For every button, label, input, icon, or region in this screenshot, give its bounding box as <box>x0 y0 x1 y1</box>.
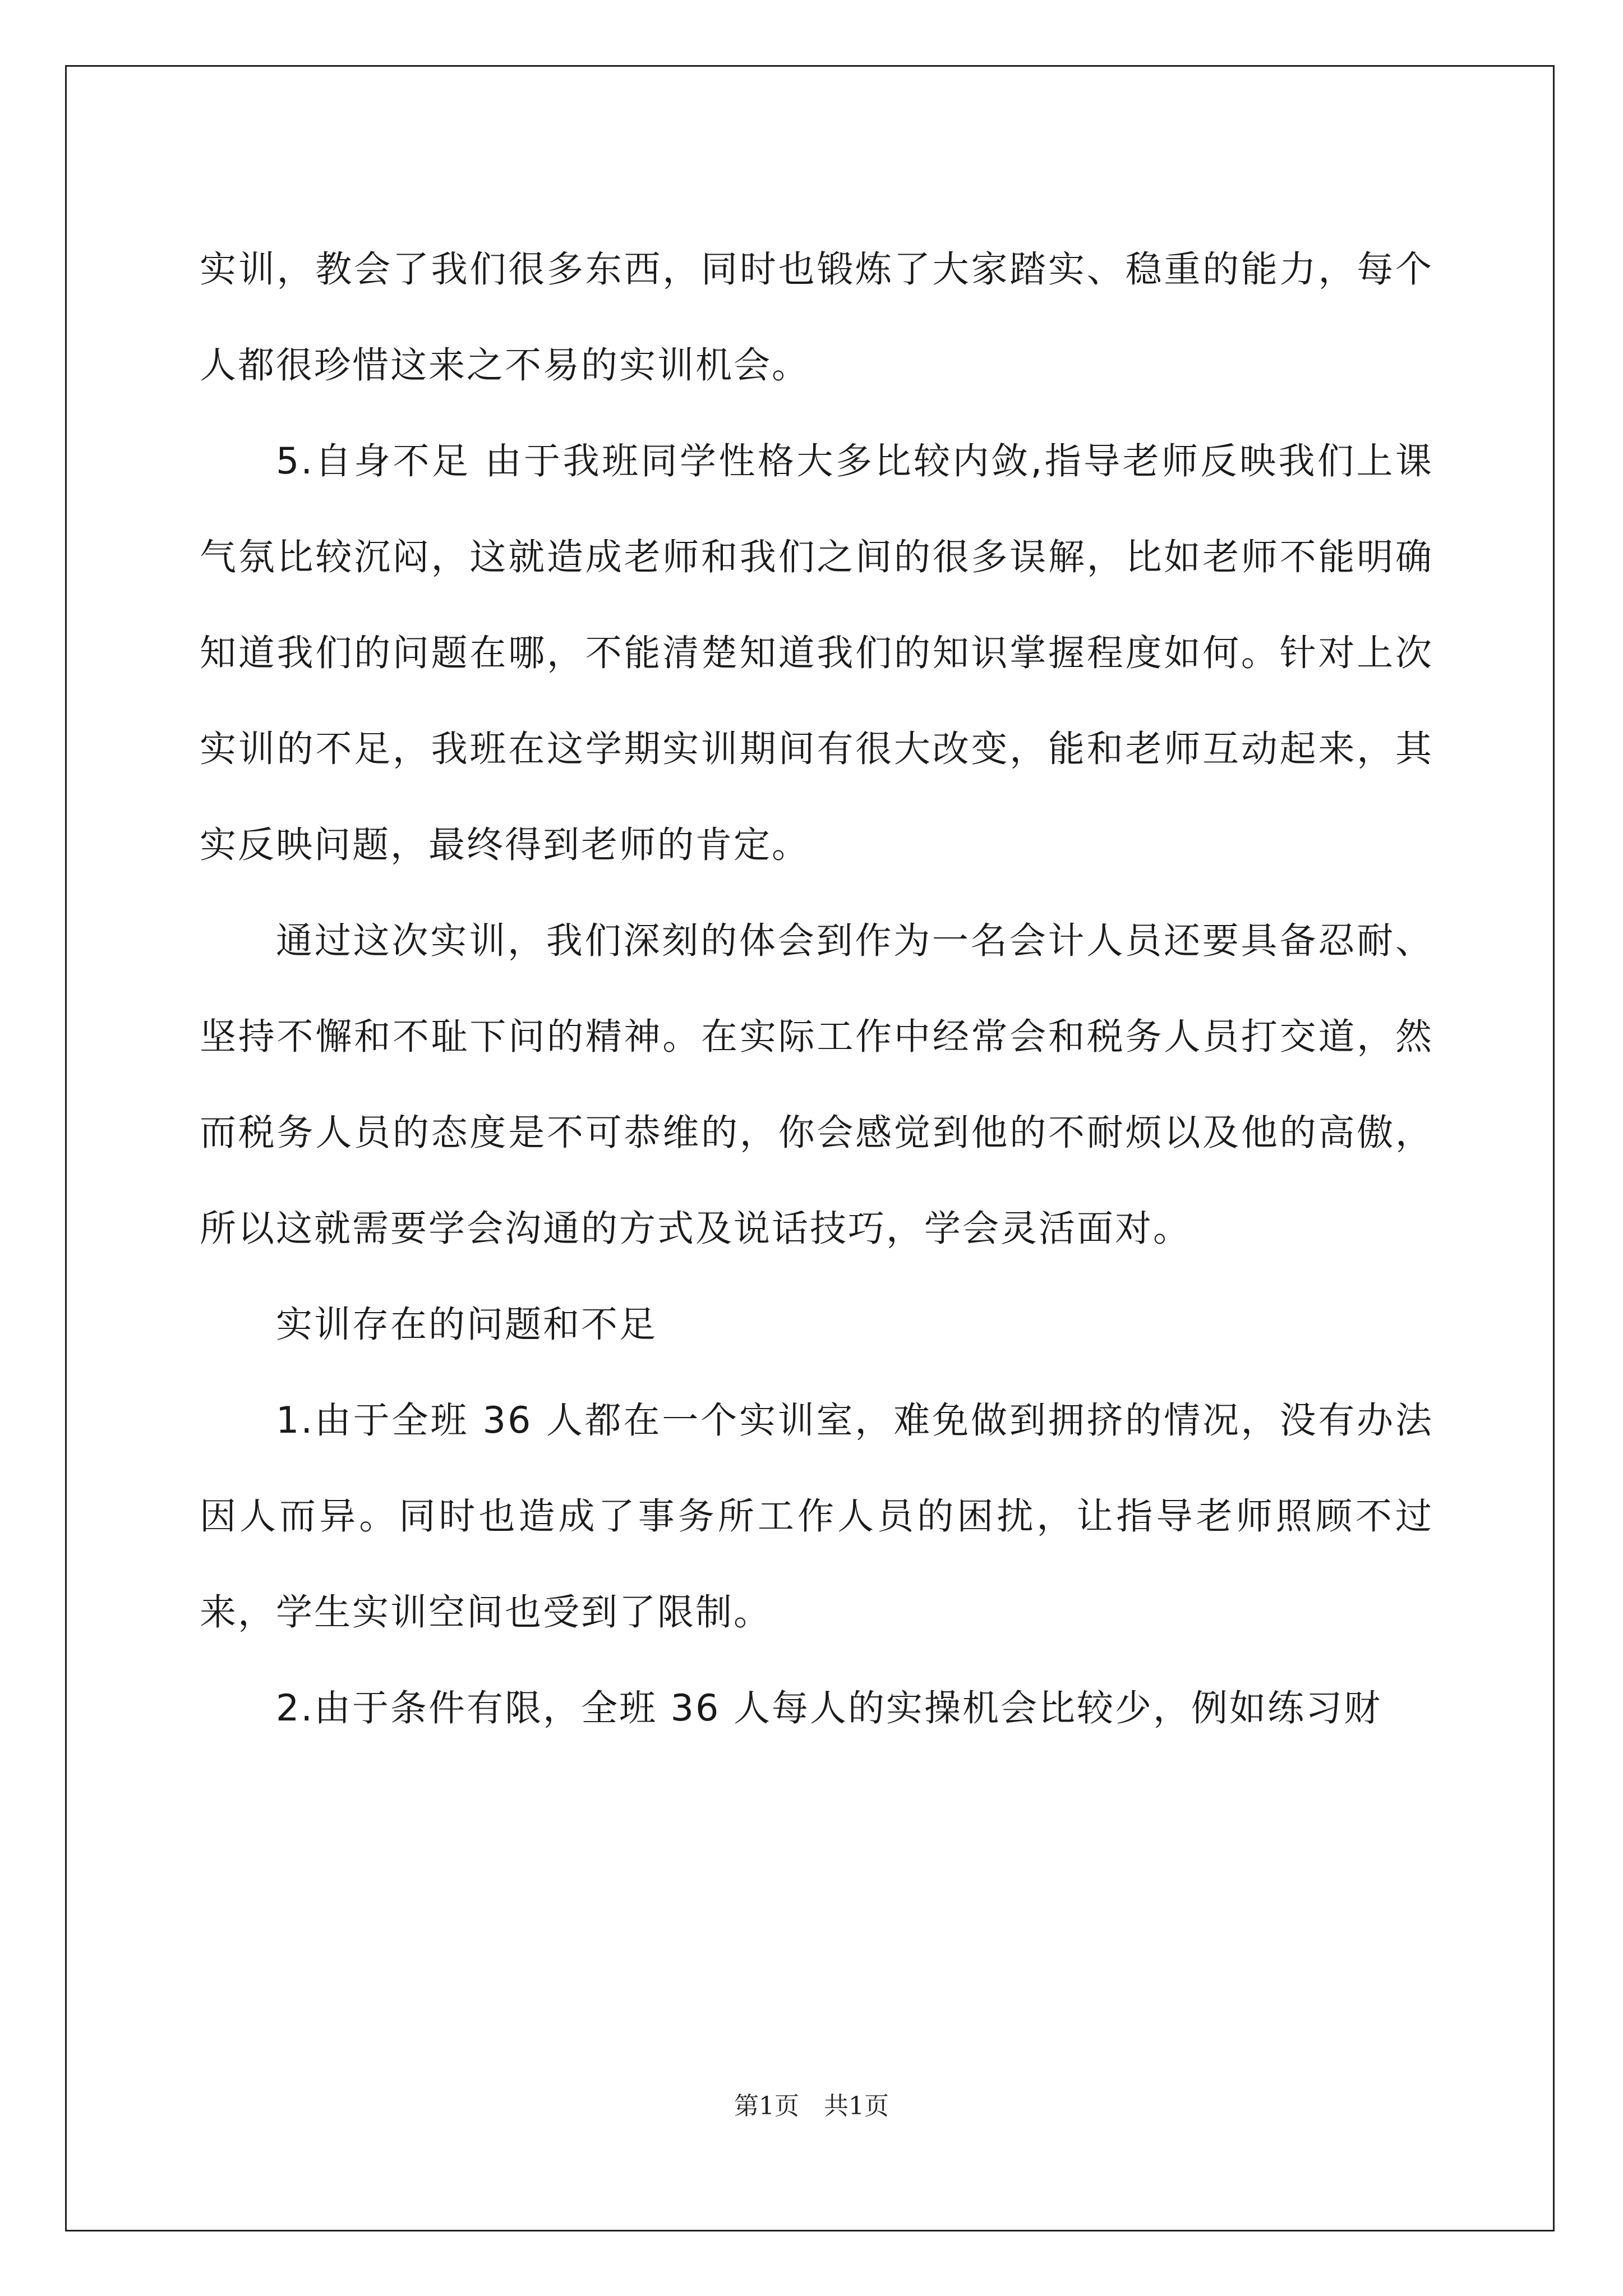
paragraph-problem-1: 1.由于全班 36 人都在一个实训室，难免做到拥挤的情况，没有办法因人而异。同时也造成了事务所工作人员的困扰，让指导老师照顾不过来，学生实训空间也受到了限制。 <box>200 1400 1433 1634</box>
paragraph-problem-2: 2.由于条件有限，全班 36 人每人的实操机会比较少，例如练习财 <box>276 1687 1382 1729</box>
page-footer: 第1页 共1页 <box>734 2092 889 2120</box>
paragraph-continuation: 实训，教会了我们很多东西，同时也锻炼了大家踏实、稳重的能力，每个人都很珍惜这来之不易的实训机会。 <box>200 249 1433 386</box>
section-heading: 实训存在的问题和不足 <box>276 1304 658 1346</box>
document-body <box>200 222 1433 1756</box>
paragraph-reflection: 通过这次实训，我们深刻的体会到作为一名会计人员还要具备忍耐、坚持不懈和不耻下问的精神。在实际工作中经常会和税务人员打交道，然而税务人员的态度是不可恭维的，你会感觉到他的不耐烦以及他的高傲，所以这就需要学会沟通的方式及说话技巧，学会灵活面对。 <box>200 920 1433 1250</box>
paragraph-item-5: 5.自身不足 由于我班同学性格大多比较内敛,指导老师反映我们上课气氛比较沉闷，这就造成老师和我们之间的很多误解，比如老师不能明确知道我们的问题在哪，不能清楚知道我们的知识掌握程度如何。针对上次实训的不足，我班在这学期实训期间有很大改变，能和老师互动起来，其实反映问题，最终得到老师的肯定。 <box>200 440 1433 866</box>
